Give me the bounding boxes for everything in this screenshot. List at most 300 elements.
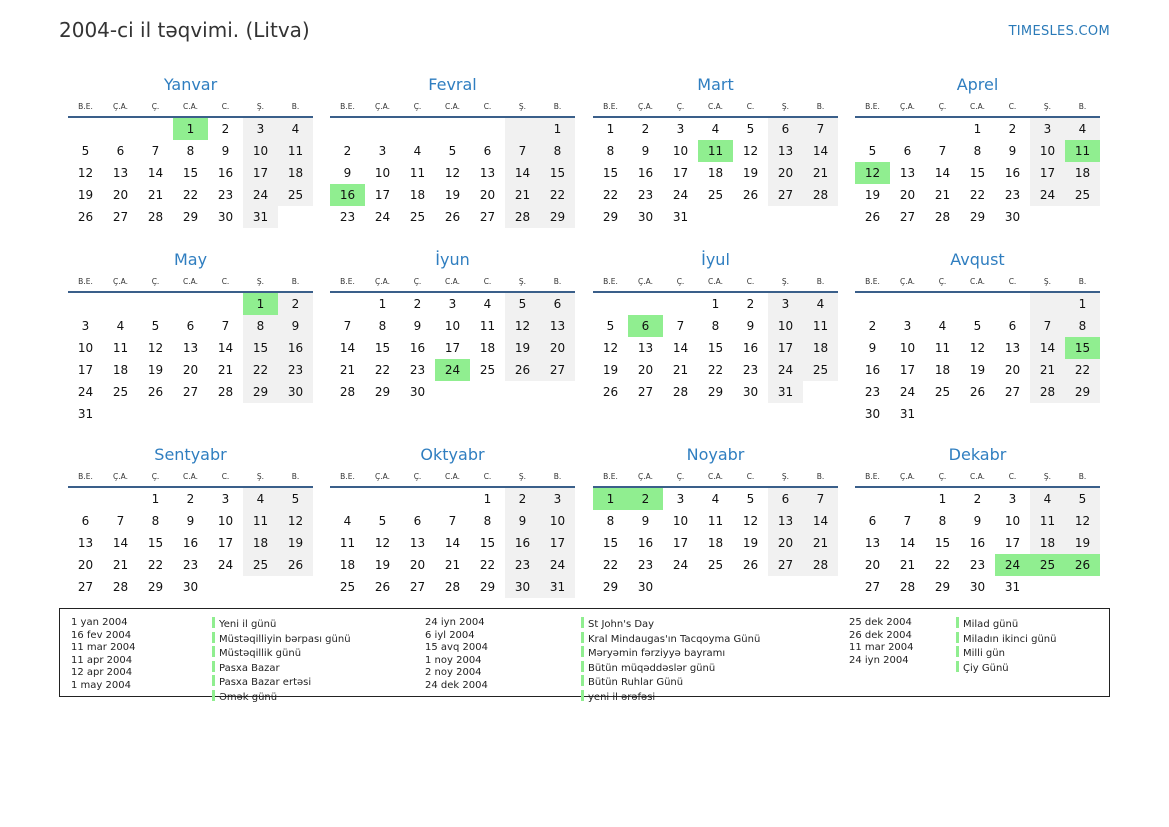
weekday-label: Ç. <box>151 277 160 286</box>
empty-cell <box>803 576 838 598</box>
month-title: Fevral <box>428 75 477 94</box>
holiday-marker <box>581 675 584 686</box>
empty-cell <box>400 118 435 140</box>
day-cell: 23 <box>217 188 234 202</box>
day-cell: 7 <box>903 514 912 528</box>
day-cell: 3 <box>768 293 803 315</box>
day-cell: 25 <box>934 385 951 399</box>
day-cell: 23 <box>278 359 313 381</box>
day-cell: 14 <box>1030 337 1065 359</box>
day-cell: 25 <box>243 554 278 576</box>
day-cell: 23 <box>864 385 881 399</box>
day-cell: 3 <box>221 492 230 506</box>
day-cell: 10 <box>672 144 689 158</box>
legend-holiday-name: Bütün müqəddəslər günü <box>588 662 716 674</box>
day-cell: 1 <box>151 492 160 506</box>
day-cell: 17 <box>540 532 575 554</box>
day-cell: 8 <box>711 319 720 333</box>
holiday-marker <box>956 617 959 628</box>
day-cell: 31 <box>672 210 689 224</box>
day-cell: 24 <box>1030 184 1065 206</box>
brand-link[interactable]: TIMESLES.COM <box>1008 24 1110 39</box>
day-cell: 12 <box>147 341 164 355</box>
day-cell: 25 <box>409 210 426 224</box>
weekday-label: Ç.A. <box>637 277 653 286</box>
day-cell: 12 <box>602 341 619 355</box>
legend-holiday <box>581 661 760 676</box>
day-cell: 12 <box>374 536 391 550</box>
day-cell: 29 <box>1065 381 1100 403</box>
day-cell: 3 <box>81 319 90 333</box>
weekday-label: B.E. <box>340 102 355 111</box>
day-cell: 25 <box>707 188 724 202</box>
day-cell: 27 <box>182 385 199 399</box>
day-cell: 31 <box>243 206 278 228</box>
day-grid <box>330 488 575 598</box>
empty-cell <box>925 293 960 315</box>
day-cell: 5 <box>448 144 457 158</box>
day-cell: 10 <box>77 341 94 355</box>
day-cell: 31 <box>768 381 803 403</box>
empty-cell <box>330 488 365 510</box>
day-cell: 21 <box>1030 359 1065 381</box>
weekday-label: Ç.A. <box>374 472 390 481</box>
legend-holiday-name: Pasxa Bazar <box>219 662 280 674</box>
day-cell: 6 <box>868 514 877 528</box>
empty-cell <box>925 403 960 425</box>
legend-dates-column <box>849 617 914 667</box>
weekday-label: B. <box>553 277 562 286</box>
day-cell: 11 <box>707 514 724 528</box>
day-cell: 2 <box>746 297 755 311</box>
day-cell: 28 <box>505 206 540 228</box>
day-cell: 3 <box>378 144 387 158</box>
weekday-label: C.A. <box>182 277 198 286</box>
day-cell: 13 <box>479 166 496 180</box>
day-cell: 6 <box>186 319 195 333</box>
day-cell: 12 <box>278 510 313 532</box>
weekday-label: B. <box>1078 102 1087 111</box>
day-cell: 1 <box>711 297 720 311</box>
day-cell: 6 <box>81 514 90 528</box>
weekday-header <box>330 97 575 118</box>
weekday-label: B. <box>553 102 562 111</box>
day-cell: 20 <box>409 558 426 572</box>
weekday-label: Ç. <box>413 472 422 481</box>
weekday-label: Ç.A. <box>899 472 915 481</box>
weekday-label: Ç.A. <box>899 102 915 111</box>
day-cell: 28 <box>803 554 838 576</box>
day-cell: 1 <box>173 118 208 140</box>
day-cell: 19 <box>742 536 759 550</box>
day-cell: 17 <box>77 363 94 377</box>
day-cell: 17 <box>1004 536 1021 550</box>
day-cell: 24 <box>672 558 689 572</box>
empty-cell <box>138 118 173 140</box>
day-cell: 3 <box>243 118 278 140</box>
weekday-label: C. <box>1008 102 1017 111</box>
day-cell: 16 <box>1004 166 1021 180</box>
day-cell: 14 <box>444 536 461 550</box>
empty-cell <box>855 488 890 510</box>
day-cell: 27 <box>1004 385 1021 399</box>
empty-cell <box>1030 403 1065 425</box>
legend-holiday <box>212 675 351 690</box>
day-cell: 18 <box>1065 162 1100 184</box>
weekday-label: C. <box>746 472 755 481</box>
day-cell: 17 <box>444 341 461 355</box>
weekday-label: Ş. <box>518 102 527 111</box>
day-cell: 7 <box>116 514 125 528</box>
day-cell: 9 <box>505 510 540 532</box>
legend-holiday-name: Müstəqilliyin bərpası günü <box>219 633 351 645</box>
empty-cell <box>208 403 243 425</box>
day-cell: 3 <box>903 319 912 333</box>
day-cell: 2 <box>868 319 877 333</box>
day-cell: 9 <box>413 319 422 333</box>
day-cell: 25 <box>479 363 496 377</box>
legend-holiday <box>581 675 760 690</box>
empty-cell <box>173 403 208 425</box>
day-cell: 14 <box>934 166 951 180</box>
legend-date: 11 apr 2004 <box>71 654 133 666</box>
weekday-label: C.A. <box>444 102 460 111</box>
day-cell: 20 <box>864 558 881 572</box>
day-cell: 5 <box>606 319 615 333</box>
day-cell: 26 <box>742 558 759 572</box>
day-cell: 13 <box>637 341 654 355</box>
day-cell: 17 <box>768 337 803 359</box>
day-cell: 16 <box>330 184 365 206</box>
day-cell: 14 <box>672 341 689 355</box>
weekday-label: B.E. <box>78 102 93 111</box>
day-cell: 27 <box>864 580 881 594</box>
day-cell: 27 <box>768 184 803 206</box>
day-cell: 22 <box>374 363 391 377</box>
empty-cell <box>243 576 278 598</box>
day-cell: 13 <box>540 315 575 337</box>
holiday-marker <box>212 675 215 686</box>
day-cell: 6 <box>903 144 912 158</box>
day-cell: 26 <box>278 554 313 576</box>
day-cell: 1 <box>973 122 982 136</box>
day-cell: 15 <box>374 341 391 355</box>
day-cell: 3 <box>676 122 685 136</box>
day-cell: 3 <box>676 492 685 506</box>
day-cell: 4 <box>483 297 492 311</box>
legend-holiday-name: Milli gün <box>963 648 1005 660</box>
day-cell: 2 <box>1008 122 1017 136</box>
weekday-label: C.A. <box>969 277 985 286</box>
empty-cell <box>960 403 995 425</box>
day-cell: 15 <box>182 166 199 180</box>
day-cell: 21 <box>217 363 234 377</box>
day-grid <box>68 293 313 425</box>
holiday-marker <box>212 646 215 657</box>
day-cell: 19 <box>1065 532 1100 554</box>
day-cell: 20 <box>182 363 199 377</box>
weekday-label: B.E. <box>865 472 880 481</box>
weekday-label: B. <box>816 277 825 286</box>
day-cell: 16 <box>637 536 654 550</box>
day-cell: 18 <box>339 558 356 572</box>
empty-cell <box>365 488 400 510</box>
day-cell: 9 <box>1008 144 1017 158</box>
day-cell: 17 <box>217 536 234 550</box>
day-cell: 29 <box>540 206 575 228</box>
legend-holiday <box>956 617 1056 632</box>
empty-cell <box>1030 576 1065 598</box>
day-cell: 24 <box>217 558 234 572</box>
day-cell: 25 <box>1030 554 1065 576</box>
day-cell: 14 <box>803 510 838 532</box>
day-cell: 6 <box>116 144 125 158</box>
day-cell: 21 <box>147 188 164 202</box>
empty-cell <box>995 403 1030 425</box>
day-cell: 2 <box>221 122 230 136</box>
day-cell: 29 <box>602 580 619 594</box>
legend-date: 1 noy 2004 <box>425 654 482 666</box>
day-cell: 21 <box>899 558 916 572</box>
day-cell: 9 <box>868 341 877 355</box>
day-cell: 18 <box>409 188 426 202</box>
day-cell: 25 <box>1065 184 1100 206</box>
empty-cell <box>733 206 768 228</box>
day-cell: 8 <box>606 144 615 158</box>
weekday-label: Ç.A. <box>112 102 128 111</box>
weekday-header <box>593 467 838 488</box>
day-cell: 19 <box>374 558 391 572</box>
day-cell: 6 <box>1008 319 1017 333</box>
holiday-marker <box>956 661 959 672</box>
weekday-label: Ş. <box>781 277 790 286</box>
day-cell: 22 <box>969 188 986 202</box>
day-cell: 17 <box>243 162 278 184</box>
month-mart <box>593 73 838 228</box>
day-cell: 5 <box>151 319 160 333</box>
month-sentyabr <box>68 443 313 598</box>
day-cell: 25 <box>278 184 313 206</box>
month-title: Avqust <box>950 250 1005 269</box>
day-cell: 19 <box>969 363 986 377</box>
weekday-label: Ç.A. <box>112 472 128 481</box>
weekday-label: B.E. <box>340 277 355 286</box>
day-cell: 6 <box>483 144 492 158</box>
day-cell: 16 <box>637 166 654 180</box>
day-cell: 5 <box>973 319 982 333</box>
weekday-label: Ç. <box>413 277 422 286</box>
day-cell: 1 <box>243 293 278 315</box>
day-cell: 8 <box>1065 315 1100 337</box>
weekday-header <box>855 272 1100 293</box>
day-cell: 21 <box>803 532 838 554</box>
weekday-label: Ş. <box>256 102 265 111</box>
day-cell: 22 <box>602 558 619 572</box>
month-title: Aprel <box>956 75 999 94</box>
holiday-marker <box>581 632 584 643</box>
weekday-label: C.A. <box>182 102 198 111</box>
empty-cell <box>470 118 505 140</box>
day-cell: 13 <box>77 536 94 550</box>
day-cell: 17 <box>672 166 689 180</box>
month-aprel <box>855 73 1100 228</box>
day-cell: 7 <box>505 140 540 162</box>
weekday-label: Ç. <box>676 277 685 286</box>
legend-holiday-name: Pasxa Bazar ertəsi <box>219 677 312 689</box>
day-cell: 23 <box>339 210 356 224</box>
weekday-label: Ç. <box>151 102 160 111</box>
day-cell: 19 <box>505 337 540 359</box>
day-cell: 19 <box>742 166 759 180</box>
day-cell: 9 <box>641 514 650 528</box>
weekday-label: Ç.A. <box>899 277 915 286</box>
weekday-label: C.A. <box>182 472 198 481</box>
day-cell: 17 <box>672 536 689 550</box>
day-cell: 18 <box>278 162 313 184</box>
legend-dates-column <box>71 617 136 693</box>
day-cell: 11 <box>479 319 496 333</box>
weekday-label: C. <box>1008 472 1017 481</box>
day-cell: 11 <box>339 536 356 550</box>
day-cell: 7 <box>221 319 230 333</box>
day-cell: 19 <box>864 188 881 202</box>
page-title: 2004-ci il təqvimi. (Litva) <box>59 18 310 42</box>
legend-holiday-name: St John's Day <box>588 619 655 630</box>
day-cell: 14 <box>112 536 129 550</box>
legend-holiday-name: Əmək günü <box>219 691 278 703</box>
day-grid <box>855 118 1100 228</box>
day-cell: 24 <box>995 554 1030 576</box>
day-cell: 23 <box>637 558 654 572</box>
day-cell: 16 <box>742 341 759 355</box>
day-cell: 8 <box>973 144 982 158</box>
empty-cell <box>768 206 803 228</box>
day-cell: 5 <box>746 122 755 136</box>
day-cell: 1 <box>378 297 387 311</box>
empty-cell <box>768 576 803 598</box>
day-cell: 27 <box>77 580 94 594</box>
weekday-label: B.E. <box>865 277 880 286</box>
day-cell: 21 <box>803 162 838 184</box>
day-cell: 27 <box>637 385 654 399</box>
day-cell: 13 <box>1004 341 1021 355</box>
weekday-label: C. <box>221 277 230 286</box>
month-title: Noyabr <box>686 445 745 464</box>
legend-date: 1 yan 2004 <box>71 617 128 628</box>
day-cell: 22 <box>934 558 951 572</box>
weekday-label: Ç. <box>676 102 685 111</box>
day-cell: 24 <box>540 554 575 576</box>
day-cell: 10 <box>444 319 461 333</box>
month-noyabr <box>593 443 838 598</box>
day-cell: 19 <box>602 363 619 377</box>
day-cell: 18 <box>1030 532 1065 554</box>
empty-cell <box>890 118 925 140</box>
empty-cell <box>698 576 733 598</box>
day-cell: 21 <box>112 558 129 572</box>
month-avqust <box>855 248 1100 425</box>
empty-cell <box>1030 293 1065 315</box>
day-cell: 8 <box>540 140 575 162</box>
weekday-label: C. <box>483 102 492 111</box>
weekday-label: B. <box>291 102 300 111</box>
day-cell: 4 <box>803 293 838 315</box>
weekday-label: C. <box>221 472 230 481</box>
empty-cell <box>803 206 838 228</box>
day-cell: 4 <box>1065 118 1100 140</box>
weekday-label: Ç.A. <box>374 277 390 286</box>
day-cell: 26 <box>444 210 461 224</box>
day-cell: 29 <box>707 385 724 399</box>
day-cell: 18 <box>707 536 724 550</box>
day-cell: 2 <box>973 492 982 506</box>
day-cell: 15 <box>243 337 278 359</box>
day-cell: 15 <box>969 166 986 180</box>
legend-date: 24 iyn 2004 <box>849 654 909 666</box>
day-cell: 22 <box>243 359 278 381</box>
empty-cell <box>1065 403 1100 425</box>
empty-cell <box>540 381 575 403</box>
day-cell: 21 <box>339 363 356 377</box>
legend-date: 16 fev 2004 <box>71 629 132 641</box>
weekday-label: Ş. <box>518 277 527 286</box>
empty-cell <box>68 488 103 510</box>
legend-date: 2 noy 2004 <box>425 667 482 679</box>
day-cell: 17 <box>1030 162 1065 184</box>
day-cell: 30 <box>742 385 759 399</box>
day-cell: 26 <box>147 385 164 399</box>
day-cell: 25 <box>339 580 356 594</box>
day-cell: 15 <box>602 166 619 180</box>
empty-cell <box>103 118 138 140</box>
day-cell: 2 <box>641 122 650 136</box>
legend-holiday <box>581 632 760 647</box>
day-cell: 24 <box>77 385 94 399</box>
day-cell: 23 <box>505 554 540 576</box>
day-cell: 21 <box>672 363 689 377</box>
day-cell: 14 <box>217 341 234 355</box>
day-cell: 11 <box>1065 140 1100 162</box>
day-grid <box>593 488 838 598</box>
legend-dates-column <box>425 617 488 693</box>
legend-holiday <box>581 690 760 705</box>
day-cell: 4 <box>413 144 422 158</box>
weekday-label: C.A. <box>707 277 723 286</box>
day-cell: 26 <box>1065 554 1100 576</box>
month-oktyabr <box>330 443 575 598</box>
day-cell: 7 <box>676 319 685 333</box>
day-cell: 30 <box>969 580 986 594</box>
legend-names-column <box>956 617 1056 675</box>
day-cell: 2 <box>186 492 195 506</box>
day-cell: 12 <box>444 166 461 180</box>
empty-cell <box>960 293 995 315</box>
legend-holiday-name: Çiy Günü <box>963 662 1009 674</box>
weekday-label: Ç. <box>938 472 947 481</box>
day-cell: 18 <box>112 363 129 377</box>
day-cell: 4 <box>711 492 720 506</box>
day-cell: 20 <box>1004 363 1021 377</box>
holiday-marker <box>212 632 215 643</box>
legend-holiday-name: yeni il ərəfəsi <box>588 691 656 703</box>
day-cell: 4 <box>711 122 720 136</box>
empty-cell <box>173 293 208 315</box>
day-cell: 25 <box>707 558 724 572</box>
day-cell: 10 <box>374 166 391 180</box>
day-cell: 20 <box>899 188 916 202</box>
legend-holiday-name: Müstəqillik günü <box>219 648 302 660</box>
legend-holiday <box>212 690 351 705</box>
